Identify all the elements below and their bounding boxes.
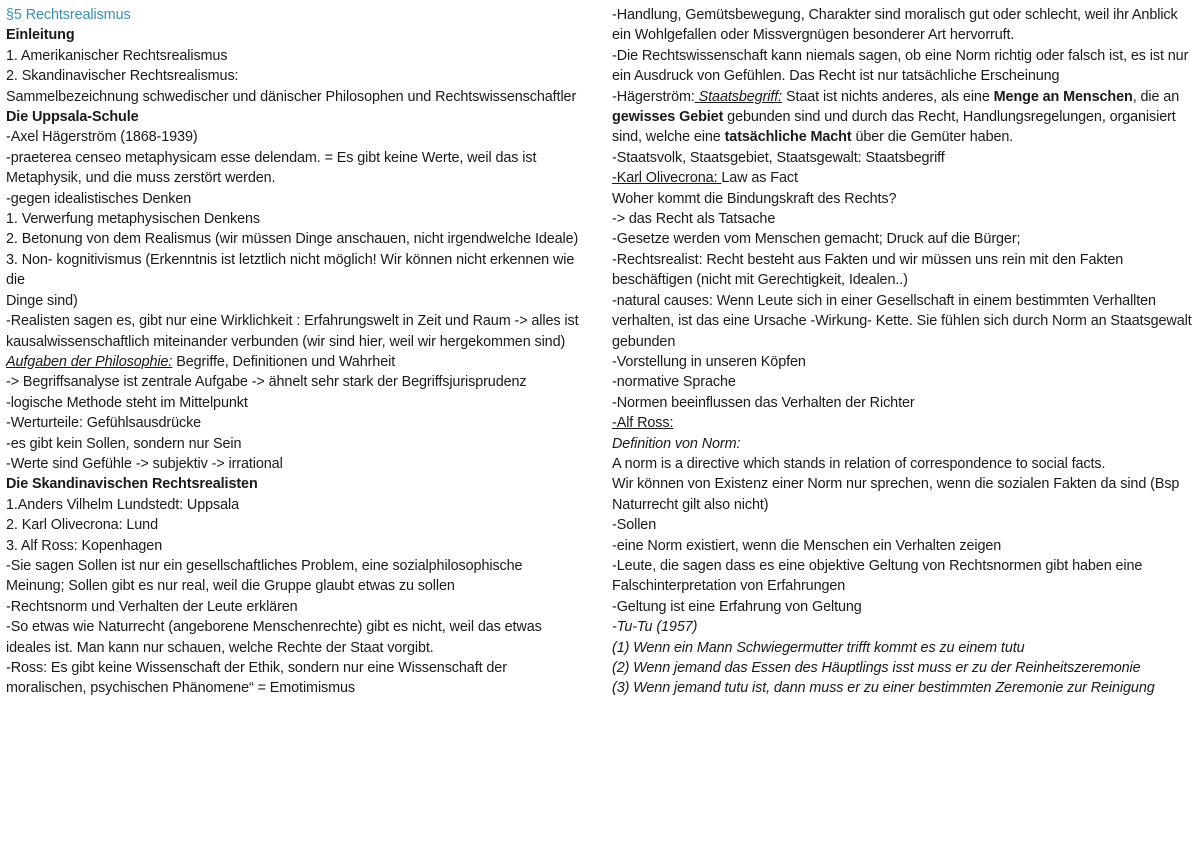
- text-line: -Normen beeinflussen das Verhalten der Richter: [612, 394, 915, 411]
- text-line: -gegen idealistisches Denken: [6, 190, 192, 207]
- right-column: [612, 5, 1194, 699]
- text-line: -Die Rechtswissenschaft kann niemals sagen, ob eine Norm richtig oder falsch ist, es ist nur ein Ausdruck von Gefühlen. Das Recht ist nur tatsächliche Erscheinung: [612, 47, 1189, 85]
- text-line: A norm is a directive which stands in relation of correspondence to social facts.: [612, 455, 1106, 472]
- text-line: -Axel Hägerström (1868-1939): [6, 129, 198, 146]
- text-fragment: , die an: [1132, 88, 1180, 105]
- text-line: -Leute, die sagen dass es eine objektive Geltung von Rechtsnormen gibt haben eine Falschinterpretation von Erfahrungen: [612, 557, 1143, 595]
- olivecrona-line: [612, 168, 1194, 188]
- page-title: §5 Rechtsrealismus: [6, 7, 131, 23]
- text-line: -Werte sind Gefühle -> subjektiv -> irrational: [6, 455, 283, 472]
- text-line: -natural causes: Wenn Leute sich in einer Gesellschaft in einem bestimmten Verhallten verhalten, ist das eine Ursache -Wirkung- Kette. Sie fühlen sich durch Norm an Staatsgewalt gebunden: [612, 292, 1192, 350]
- text-line: -Ross: Es gibt keine Wissenschaft der Ethik, sondern nur eine Wissenschaft der moralischen, psychischen Phänomene“ = Emotimismus: [6, 660, 507, 697]
- bold-term: Menge an Menschen: [993, 88, 1133, 105]
- text-fragment: Staat ist nichts anderes, als eine: [782, 88, 994, 105]
- text-line: -praeterea censeo metaphysicam esse delendam. = Es gibt keine Werte, weil das ist Metaphysik, und die muss zerstört werden.: [6, 149, 537, 187]
- text-line: 2. Karl Olivecrona: Lund: [6, 517, 158, 534]
- text-line: 1. Amerikanischer Rechtsrealismus: [6, 47, 228, 64]
- aufgaben-text: Begriffe, Definitionen und Wahrheit: [172, 353, 396, 370]
- text-line: 1. Verwerfung metaphysischen Denkens: [6, 211, 260, 228]
- text-line: -Gesetze werden vom Menschen gemacht; Druck auf die Bürger;: [612, 231, 1021, 248]
- left-column: [6, 5, 581, 699]
- text-line: -So etwas wie Naturrecht (angeborene Menschenrechte) gibt es nicht, weil das etwas ideales ist. Man kann nur schauen, welche Rechte der Staat vorgibt.: [6, 619, 542, 656]
- aufgaben-line: [6, 352, 581, 372]
- text-line: Sammelbezeichnung schwedischer und dänischer Philosophen und Rechtswissenschaftler: [6, 88, 577, 105]
- heading-skandinavische: Die Skandinavischen Rechtsrealisten: [6, 476, 258, 493]
- text-line: 2. Skandinavischer Rechtsrealismus:: [6, 68, 239, 85]
- bold-term: tatsächliche Macht: [724, 129, 852, 146]
- text-line: -Vorstellung in unseren Köpfen: [612, 353, 806, 370]
- text-line: Wir können von Existenz einer Norm nur sprechen, wenn die sozialen Fakten da sind (Bsp Naturrecht gilt also nicht): [612, 476, 1180, 513]
- text-line: -> Begriffsanalyse ist zentrale Aufgabe -> ähnelt sehr stark der Begriffsjurisprudenz: [6, 374, 527, 391]
- text-line: Dinge sind): [6, 292, 78, 309]
- norm-definition-label: Definition von Norm:: [612, 435, 741, 452]
- text-line: -Rechtsnorm und Verhalten der Leute erklären: [6, 598, 298, 615]
- tutu-item: (1) Wenn ein Mann Schwiegermutter trifft kommt es zu einem tutu: [612, 639, 1025, 656]
- tutu-item: (3) Wenn jemand tutu ist, dann muss er zu einer bestimmten Zeremonie zur Reinigung: [612, 680, 1155, 697]
- text-line: -logische Methode steht im Mittelpunkt: [6, 394, 248, 411]
- text-line: -Werturteile: Gefühlsausdrücke: [6, 415, 202, 432]
- text-line: -Geltung ist eine Erfahrung von Geltung: [612, 598, 862, 615]
- staatsbegriff-label: Staatsbegriff:: [694, 88, 783, 105]
- text-line: Woher kommt die Bindungskraft des Rechts?: [612, 190, 897, 207]
- text-line: -normative Sprache: [612, 374, 736, 391]
- bold-term: gewisses Gebiet: [612, 109, 724, 126]
- text-line: 3. Non- kognitivismus (Erkenntnis ist letztlich nicht möglich! Wir können nicht erkennen wie die: [6, 251, 575, 289]
- text-fragment: Law as Fact: [721, 170, 798, 187]
- olivecrona-label: -Karl Olivecrona:: [612, 170, 722, 187]
- text-line: -Staatsvolk, Staatsgebiet, Staatsgewalt: Staatsbegriff: [612, 149, 945, 166]
- text-fragment: über die Gemüter haben.: [851, 129, 1014, 146]
- text-line: -Sie sagen Sollen ist nur ein gesellschaftliches Problem, eine sozialphilosophische Meinung; Sollen gibt es nur real, weil die Gruppe glaubt etwas zu sollen: [6, 557, 523, 595]
- text-line: -> das Recht als Tatsache: [612, 211, 776, 228]
- text-line: -Sollen: [612, 517, 657, 534]
- ross-label: -Alf Ross:: [612, 415, 674, 432]
- text-line: -Handlung, Gemütsbewegung, Charakter sind moralisch gut oder schlecht, weil ihr Anblick ein Wohlgefallen oder Missvergnügen besonderer Art hervorruft.: [612, 7, 1178, 44]
- text-fragment: gebunden sind und durch das Recht, Handlungsregelungen, organisiert sind, welche eine: [612, 109, 1176, 146]
- text-fragment: -Hägerström:: [612, 88, 695, 105]
- text-line: 2. Betonung von dem Realismus (wir müssen Dinge anschauen, nicht irgendwelche Ideale): [6, 231, 579, 248]
- text-line: -es gibt kein Sollen, sondern nur Sein: [6, 435, 242, 452]
- text-line: 3. Alf Ross: Kopenhagen: [6, 537, 163, 554]
- aufgaben-label: Aufgaben der Philosophie:: [6, 353, 173, 370]
- text-line: -Realisten sagen es, gibt nur eine Wirklichkeit : Erfahrungswelt in Zeit und Raum -> alles ist kausalwissenschaftlich miteinander verbunden (wir sind hier, weil wir hergekommen sind): [6, 313, 579, 350]
- text-line: 1.Anders Vilhelm Lundstedt: Uppsala: [6, 496, 240, 513]
- tutu-heading: -Tu-Tu (1957): [612, 619, 698, 636]
- heading-uppsala: Die Uppsala-Schule: [6, 109, 139, 126]
- tutu-item: (2) Wenn jemand das Essen des Häuptlings isst muss er zu der Reinheitszeremonie: [612, 660, 1141, 676]
- staatsbegriff-line: [612, 87, 1194, 148]
- text-line: -Rechtsrealist: Recht besteht aus Fakten und wir müssen uns rein mit den Fakten beschäftigen (nicht mit Gerechtigkeit, Idealen..): [612, 251, 1124, 289]
- text-line: -eine Norm existiert, wenn die Menschen ein Verhalten zeigen: [612, 537, 1002, 554]
- heading-einleitung: Einleitung: [6, 27, 75, 44]
